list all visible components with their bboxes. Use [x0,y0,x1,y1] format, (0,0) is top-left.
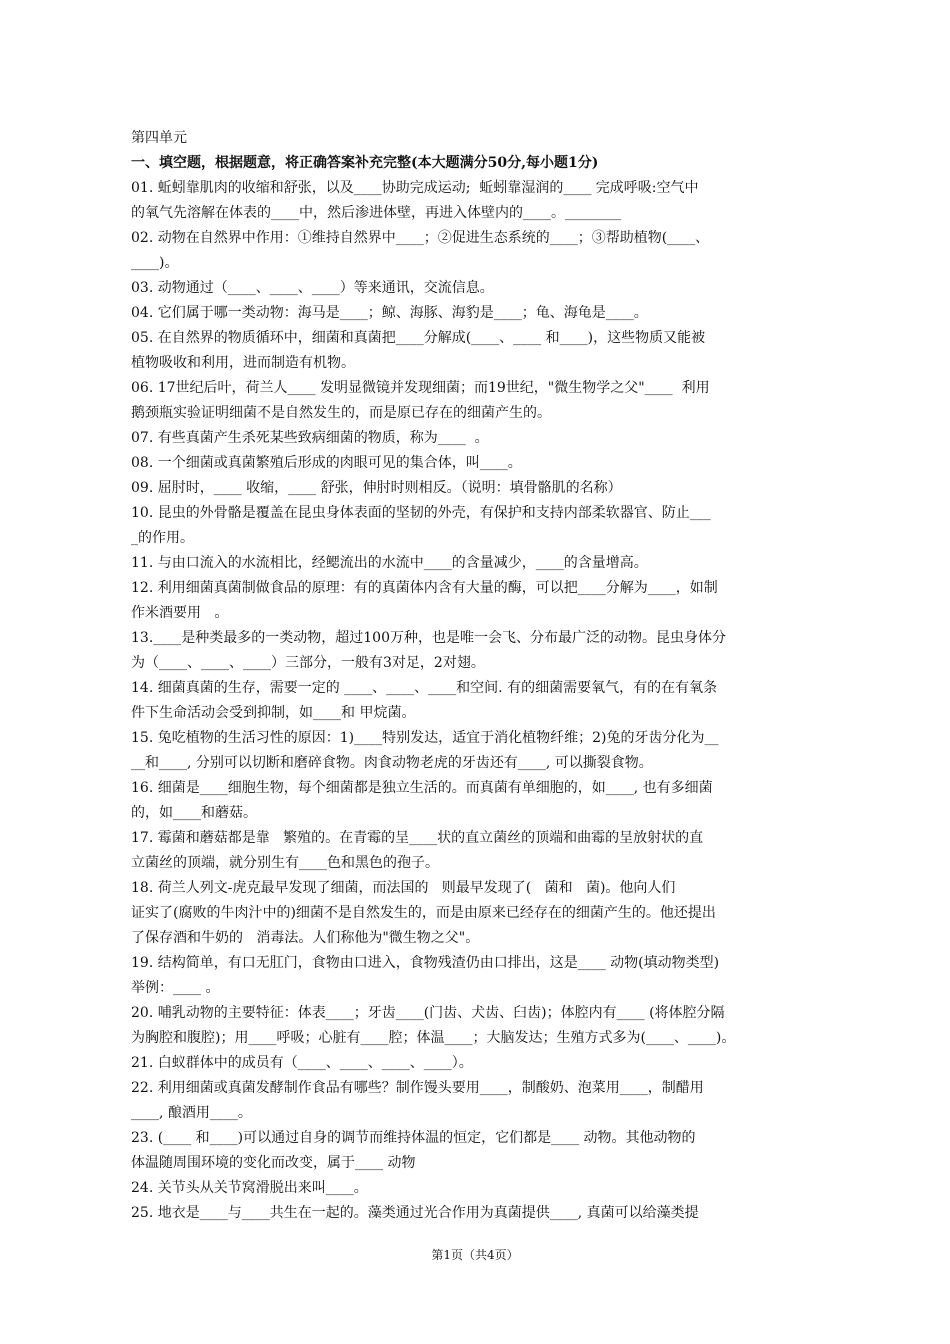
question-line: 02. 动物在自然界中作用：①维持自然界中____；②促进生态系统的____；③帮助植物(____、 [131,230,710,246]
question-line: 的，如____和蘑菇。 [131,805,257,821]
question-line: _的作用。 [131,530,194,546]
question-line: 15. 兔吃植物的生活习性的原因：1)____特别发达，适宜于消化植物纤维；2)兔的牙齿分化为__ [131,730,719,746]
question-line: 10. 昆虫的外骨骼是覆盖在昆虫身体表面的坚韧的外壳，有保护和支持内部柔软器官、防止___ [131,505,711,521]
question-line: 18. 荷兰人列文-虎克最早发现了细菌，而法国的 则最早发现了( 菌和 菌)。他向人们 [131,880,676,896]
question-line: 为胸腔和腹腔)；用____呼吸；心脏有____腔；体温____；大脑发达；生殖方式多为(____、____)。 [131,1030,736,1046]
question-line: ____)。 [131,255,179,271]
question-line: 22. 利用细菌或真菌发酵制作食品有哪些？制作馒头要用____，制酸奶、泡菜用____，制醋用 [131,1080,704,1096]
question-line: 17. 霉菌和蘑菇都是靠 繁殖的。在青霉的呈____状的直立菌丝的顶端和曲霉的呈放射状的直 [131,830,704,846]
question-line: 举例：____ 。 [131,980,220,996]
question-line: 体温随周围环境的变化而改变，属于____ 动物 [131,1155,416,1171]
document-body [131,126,823,1226]
question-line: 19. 结构简单，有口无肛门，食物由口进入，食物残渣仍由口排出，这是____ 动物(填动物类型) [131,955,720,971]
question-line: 20. 哺乳动物的主要特征：体表____；牙齿____(门齿、犬齿、臼齿)；体腔内有____ (将体腔分隔 [131,1005,725,1021]
question-line: 了保存酒和牛奶的 消毒法。人们称他为"微生物之父"。 [131,930,480,946]
page-footer: 第1页（共4页） [431,1248,519,1262]
question-line: 14. 细菌真菌的生存，需要一定的 ____、____、____和空间. 有的细菌需要氧气，有的在有氧条 [131,680,718,696]
question-line: 的氧气先溶解在体表的____中，然后渗进体壁，再进入体壁内的____。________ [131,205,621,221]
question-line: 件下生命活动会受到抑制，如____和 甲烷菌。 [131,705,416,721]
question-line: 12. 利用细菌真菌制做食品的原理：有的真菌体内含有大量的酶，可以把____分解为____，如制 [131,580,718,596]
question-line: 11. 与由口流入的水流相比，经鳃流出的水流中____的含量减少，____的含量增高。 [131,555,648,571]
question-line: 05. 在自然界的物质循环中，细菌和真菌把____分解成(____、____ 和____)，这些物质又能被 [131,330,706,346]
question-line: 13.____是种类最多的一类动物，超过100万种，也是唯一会飞、分布最广泛的动物。昆虫身体分 [131,630,726,646]
unit-title: 第四单元 [131,130,187,146]
question-line: 09. 屈肘时，____ 收缩，____ 舒张，伸肘时则相反。（说明：填骨骼肌的名称） [131,480,622,496]
question-line: 04. 它们属于哪一类动物：海马是____；鲸、海豚、海豹是____；龟、海龟是____。 [131,305,648,321]
question-line: 07. 有些真菌产生杀死某些致病细菌的物质，称为____ 。 [131,430,489,446]
question-line: 23. (____ 和____)可以通过自身的调节而维持体温的恒定，它们都是____ 动物。其他动物的 [131,1130,696,1146]
section-title: 一、填空题，根据题意，将正确答案补充完整(本大题满分50分,每小题1分) [131,155,599,171]
question-line: 25. 地衣是____与____共生在一起的。藻类通过光合作用为真菌提供____, 真菌可以给藻类提 [131,1205,699,1221]
question-line: 01. 蚯蚓靠肌肉的收缩和舒张，以及____协助完成运动; 蚯蚓靠湿润的____ 完成呼吸:空气中 [131,180,699,196]
question-line: 证实了(腐败的牛肉汁中的)细菌不是自然发生的，而是由原来已经存在的细菌产生的。他还提出 [131,905,716,921]
question-line: 08. 一个细菌或真菌繁殖后形成的肉眼可见的集合体，叫____。 [131,455,522,471]
question-line: 03. 动物通过（____、____、____）等来通讯，交流信息。 [131,280,494,296]
question-line: 06. 17世纪后叶，荷兰人____ 发明显微镜并发现细菌；而19世纪，"微生物学之父"____ 利用 [131,380,710,396]
question-line: 16. 细菌是____细胞生物，每个细菌都是独立生活的。而真菌有单细胞的，如____, 也有多细菌 [131,780,713,796]
question-line: 鹅颈瓶实验证明细菌不是自然发生的，而是原已存在的细菌产生的。 [131,405,551,421]
question-line: 作米酒要用 。 [131,605,229,621]
question-line: 植物吸收和利用，进而制造有机物。 [131,355,355,371]
question-line: 为（____、____、____）三部分，一般有3对足，2对翅。 [131,655,485,671]
question-line: 21. 白蚁群体中的成员有（____、____、____、____）。 [131,1055,473,1071]
question-lines [131,176,823,1226]
question-line: 立菌丝的顶端，就分别生有____色和黑色的孢子。 [131,855,439,871]
question-line: 24. 关节头从关节窝滑脱出来叫____。 [131,1180,368,1196]
question-line: ____, 酿酒用____。 [131,1105,252,1121]
question-line: __和____, 分别可以切断和磨碎食物。肉食动物老虎的牙齿还有____, 可以撕裂食物。 [131,755,653,771]
